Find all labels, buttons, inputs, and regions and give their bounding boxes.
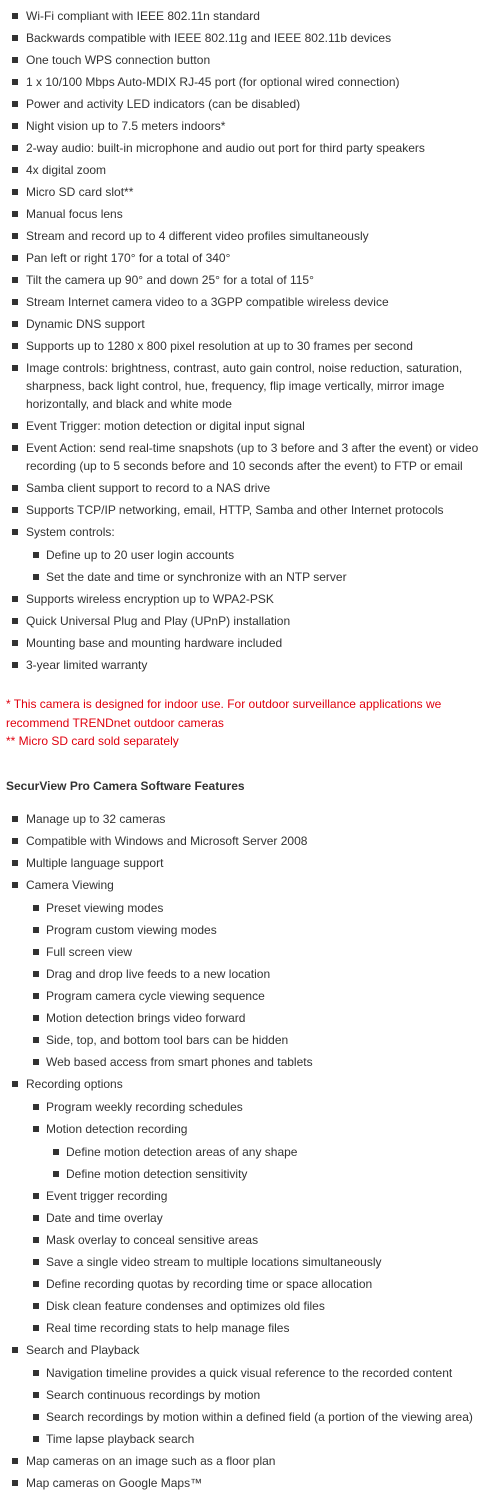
square-bullet-icon bbox=[12, 423, 18, 429]
list-item-text: Drag and drop live feeds to a new location bbox=[46, 966, 271, 981]
list-item-text: Supports up to 1280 x 800 pixel resolution at up to 30 frames per second bbox=[26, 339, 413, 353]
list-item bbox=[0, 478, 490, 498]
list-item bbox=[0, 522, 490, 587]
sub-list-item bbox=[26, 1274, 490, 1294]
list-item-text: Mask overlay to conceal sensitive areas bbox=[46, 1232, 259, 1247]
list-item-text: Backwards compatible with IEEE 802.11g and IEEE 802.11b devices bbox=[26, 31, 392, 45]
square-bullet-icon bbox=[12, 101, 18, 107]
list-item bbox=[0, 438, 490, 476]
square-bullet-icon bbox=[33, 993, 39, 999]
square-bullet-icon bbox=[12, 1081, 18, 1087]
square-bullet-icon bbox=[33, 1037, 39, 1043]
list-item-text: 3-year limited warranty bbox=[26, 658, 148, 672]
sub-list-item bbox=[26, 1230, 490, 1250]
list-item-text: Samba client support to record to a NAS drive bbox=[26, 481, 271, 495]
list-item-text: Motion detection brings video forward bbox=[46, 1010, 246, 1025]
list-item-text: Stream and record up to 4 different video profiles simultaneously bbox=[26, 229, 369, 243]
list-item-text: Mounting base and mounting hardware included bbox=[26, 636, 283, 650]
square-bullet-icon bbox=[12, 365, 18, 371]
sub-list-item bbox=[26, 898, 490, 918]
sub-list-item bbox=[26, 1097, 490, 1117]
square-bullet-icon bbox=[12, 35, 18, 41]
list-item bbox=[0, 416, 490, 436]
square-bullet-icon bbox=[33, 1303, 39, 1309]
sub-list-item bbox=[26, 920, 490, 940]
list-item bbox=[0, 226, 490, 246]
list-item-text: Set the date and time or synchronize with an NTP server bbox=[46, 570, 347, 584]
square-bullet-icon bbox=[12, 321, 18, 327]
sub-list-item bbox=[26, 1008, 490, 1028]
list-item bbox=[0, 500, 490, 520]
sub-list-item bbox=[26, 1407, 490, 1427]
sub-list-item bbox=[26, 1186, 490, 1206]
square-bullet-icon bbox=[12, 618, 18, 624]
list-item bbox=[0, 336, 490, 356]
list-item bbox=[0, 292, 490, 312]
list-item bbox=[0, 1473, 490, 1493]
square-bullet-icon bbox=[12, 13, 18, 19]
list-item-text: Micro SD card slot** bbox=[26, 185, 134, 199]
list-item-text: Event trigger recording bbox=[46, 1188, 168, 1203]
sub-list-item bbox=[26, 1296, 490, 1316]
list-item bbox=[0, 270, 490, 290]
list-item-text: Supports wireless encryption up to WPA2-PSK bbox=[26, 592, 274, 606]
sd-card-note: ** Micro SD card sold separately bbox=[6, 734, 179, 748]
sub-list-item bbox=[26, 1252, 490, 1272]
list-item-text: Compatible with Windows and Microsoft Server 2008 bbox=[26, 833, 308, 848]
list-item bbox=[0, 853, 490, 873]
sub-list-item bbox=[26, 1208, 490, 1228]
sub-list-item bbox=[46, 1142, 490, 1162]
list-item-text: Wi-Fi compliant with IEEE 802.11n standard bbox=[26, 9, 260, 23]
list-item-text: Camera Viewing bbox=[26, 877, 114, 892]
list-item-text: Time lapse playback search bbox=[46, 1431, 195, 1446]
sub-list-item bbox=[26, 1318, 490, 1338]
list-item bbox=[0, 50, 490, 70]
square-bullet-icon bbox=[12, 277, 18, 283]
square-bullet-icon bbox=[12, 299, 18, 305]
list-item bbox=[0, 611, 490, 631]
list-item-text: Preset viewing modes bbox=[46, 900, 164, 915]
list-item-text: Supports TCP/IP networking, email, HTTP, Samba and other Internet protocols bbox=[26, 503, 444, 517]
list-item bbox=[0, 248, 490, 268]
list-item bbox=[0, 875, 490, 1072]
list-item bbox=[0, 655, 490, 675]
square-bullet-icon bbox=[33, 1281, 39, 1287]
list-item-text: 4x digital zoom bbox=[26, 163, 107, 177]
sub-list-item bbox=[26, 1030, 490, 1050]
list-item-text: Disk clean feature condenses and optimizes old files bbox=[46, 1298, 325, 1313]
square-bullet-icon bbox=[33, 1059, 39, 1065]
hardware-features-list bbox=[0, 6, 490, 675]
square-bullet-icon bbox=[12, 1458, 18, 1464]
square-bullet-icon bbox=[33, 1325, 39, 1331]
square-bullet-icon bbox=[12, 145, 18, 151]
list-item-text: Manual focus lens bbox=[26, 207, 123, 221]
list-item bbox=[0, 1074, 490, 1338]
square-bullet-icon bbox=[33, 1436, 39, 1442]
square-bullet-icon bbox=[12, 189, 18, 195]
square-bullet-icon bbox=[12, 255, 18, 261]
list-item-text: Define motion detection sensitivity bbox=[66, 1166, 248, 1181]
square-bullet-icon bbox=[33, 927, 39, 933]
list-item bbox=[0, 28, 490, 48]
list-item-text: Program camera cycle viewing sequence bbox=[46, 988, 265, 1003]
sub-list-item bbox=[26, 567, 490, 587]
list-item-text: Search recordings by motion within a defined field (a portion of the viewing area) bbox=[46, 1409, 473, 1424]
square-bullet-icon bbox=[33, 1126, 39, 1132]
list-item-text: Search continuous recordings by motion bbox=[46, 1387, 261, 1402]
list-item bbox=[0, 1451, 490, 1471]
nested-list bbox=[26, 1363, 490, 1449]
square-bullet-icon bbox=[33, 1414, 39, 1420]
list-item-text: Side, top, and bottom tool bars can be hidden bbox=[46, 1032, 289, 1047]
list-item bbox=[0, 6, 490, 26]
list-item-text: Recording options bbox=[26, 1076, 123, 1091]
sub-list-item bbox=[26, 1363, 490, 1383]
square-bullet-icon bbox=[33, 1215, 39, 1221]
square-bullet-icon bbox=[33, 1015, 39, 1021]
nested-list bbox=[26, 898, 490, 1072]
list-item bbox=[0, 633, 490, 653]
list-item-text: Navigation timeline provides a quick visual reference to the recorded content bbox=[46, 1365, 453, 1380]
sub-list-item bbox=[26, 964, 490, 984]
list-item-text: Image controls: brightness, contrast, auto gain control, noise reduction, saturation, sharpness, back light control, hue, frequency, flip image vertically, mirror image horizontally, and black and white mode bbox=[26, 361, 463, 411]
list-item bbox=[0, 314, 490, 334]
sub-list-item bbox=[26, 986, 490, 1006]
list-item-text: Tilt the camera up 90° and down 25° for a total of 115° bbox=[26, 273, 314, 287]
square-bullet-icon bbox=[33, 905, 39, 911]
indoor-use-note: * This camera is designed for indoor use. For outdoor surveillance applications we recommend TRENDnet outdoor cameras bbox=[6, 697, 442, 730]
square-bullet-icon bbox=[12, 79, 18, 85]
list-item-text: Manage up to 32 cameras bbox=[26, 811, 166, 826]
list-item-text: Define recording quotas by recording time or space allocation bbox=[46, 1276, 373, 1291]
list-item-text: Web based access from smart phones and tablets bbox=[46, 1054, 313, 1069]
sub-list-item bbox=[26, 545, 490, 565]
list-item bbox=[0, 204, 490, 224]
square-bullet-icon bbox=[12, 860, 18, 866]
list-item-text: Event Trigger: motion detection or digital input signal bbox=[26, 419, 305, 433]
nested-list bbox=[26, 545, 490, 587]
square-bullet-icon bbox=[12, 445, 18, 451]
square-bullet-icon bbox=[12, 816, 18, 822]
square-bullet-icon bbox=[53, 1171, 59, 1177]
list-item bbox=[0, 831, 490, 851]
square-bullet-icon bbox=[12, 529, 18, 535]
list-item-text: Real time recording stats to help manage files bbox=[46, 1320, 290, 1335]
list-item-text: Search and Playback bbox=[26, 1342, 140, 1357]
list-item-text: 2-way audio: built-in microphone and audio out port for third party speakers bbox=[26, 141, 425, 155]
square-bullet-icon bbox=[33, 949, 39, 955]
list-item-text: Map cameras on an image such as a floor plan bbox=[26, 1453, 276, 1468]
list-item-text: Program custom viewing modes bbox=[46, 922, 217, 937]
square-bullet-icon bbox=[12, 233, 18, 239]
list-item-text: Multiple language support bbox=[26, 855, 164, 870]
list-item bbox=[0, 358, 490, 414]
nested-list bbox=[26, 1097, 490, 1338]
list-item bbox=[0, 809, 490, 829]
square-bullet-icon bbox=[33, 552, 39, 558]
sub-list-item bbox=[26, 1385, 490, 1405]
list-item-text: Date and time overlay bbox=[46, 1210, 163, 1225]
list-item bbox=[0, 182, 490, 202]
list-item bbox=[0, 138, 490, 158]
square-bullet-icon bbox=[12, 640, 18, 646]
sub-list-item bbox=[26, 942, 490, 962]
nested-list bbox=[46, 1142, 490, 1184]
square-bullet-icon bbox=[12, 343, 18, 349]
sub-list-item bbox=[26, 1052, 490, 1072]
square-bullet-icon bbox=[12, 1480, 18, 1486]
list-item-text: Event Action: send real-time snapshots (up to 3 before and 3 after the event) or video recording (up to 5 seconds before and 10 seconds after the event) to FTP or email bbox=[26, 441, 479, 473]
square-bullet-icon bbox=[12, 838, 18, 844]
sub-list-item bbox=[26, 1119, 490, 1184]
square-bullet-icon bbox=[12, 123, 18, 129]
list-item bbox=[0, 94, 490, 114]
square-bullet-icon bbox=[33, 1104, 39, 1110]
list-item-text: Motion detection recording bbox=[46, 1121, 188, 1136]
list-item bbox=[0, 160, 490, 180]
list-item-text: Define up to 20 user login accounts bbox=[46, 548, 235, 562]
software-features-list bbox=[0, 809, 490, 1493]
square-bullet-icon bbox=[12, 662, 18, 668]
sub-list-item bbox=[26, 1429, 490, 1449]
list-item-text: 1 x 10/100 Mbps Auto-MDIX RJ-45 port (for optional wired connection) bbox=[26, 75, 400, 89]
square-bullet-icon bbox=[12, 596, 18, 602]
list-item-text: Full screen view bbox=[46, 944, 133, 959]
square-bullet-icon bbox=[33, 1237, 39, 1243]
square-bullet-icon bbox=[33, 574, 39, 580]
list-item-text: Map cameras on Google Maps™ bbox=[26, 1475, 203, 1490]
list-item-text: Dynamic DNS support bbox=[26, 317, 145, 331]
list-item bbox=[0, 589, 490, 609]
list-item-text: One touch WPS connection button bbox=[26, 53, 211, 67]
list-item-text: Quick Universal Plug and Play (UPnP) installation bbox=[26, 614, 291, 628]
list-item-text: Pan left or right 170° for a total of 340° bbox=[26, 251, 231, 265]
software-section-title: SecurView Pro Camera Software Features bbox=[6, 778, 245, 793]
square-bullet-icon bbox=[12, 211, 18, 217]
square-bullet-icon bbox=[53, 1149, 59, 1155]
list-item bbox=[0, 1340, 490, 1449]
square-bullet-icon bbox=[12, 1347, 18, 1353]
square-bullet-icon bbox=[33, 971, 39, 977]
square-bullet-icon bbox=[12, 167, 18, 173]
square-bullet-icon bbox=[33, 1392, 39, 1398]
square-bullet-icon bbox=[12, 485, 18, 491]
square-bullet-icon bbox=[12, 507, 18, 513]
list-item-text: Power and activity LED indicators (can be disabled) bbox=[26, 97, 301, 111]
list-item-text: System controls: bbox=[26, 525, 115, 539]
list-item-text: Save a single video stream to multiple locations simultaneously bbox=[46, 1254, 382, 1269]
square-bullet-icon bbox=[33, 1259, 39, 1265]
list-item-text: Stream Internet camera video to a 3GPP compatible wireless device bbox=[26, 295, 389, 309]
square-bullet-icon bbox=[33, 1193, 39, 1199]
list-item bbox=[0, 72, 490, 92]
list-item-text: Night vision up to 7.5 meters indoors* bbox=[26, 119, 226, 133]
sub-list-item bbox=[46, 1164, 490, 1184]
square-bullet-icon bbox=[33, 1370, 39, 1376]
list-item-text: Define motion detection areas of any shape bbox=[66, 1144, 298, 1159]
list-item-text: Program weekly recording schedules bbox=[46, 1099, 243, 1114]
square-bullet-icon bbox=[12, 882, 18, 888]
footnotes bbox=[0, 695, 490, 751]
list-item bbox=[0, 116, 490, 136]
square-bullet-icon bbox=[12, 57, 18, 63]
